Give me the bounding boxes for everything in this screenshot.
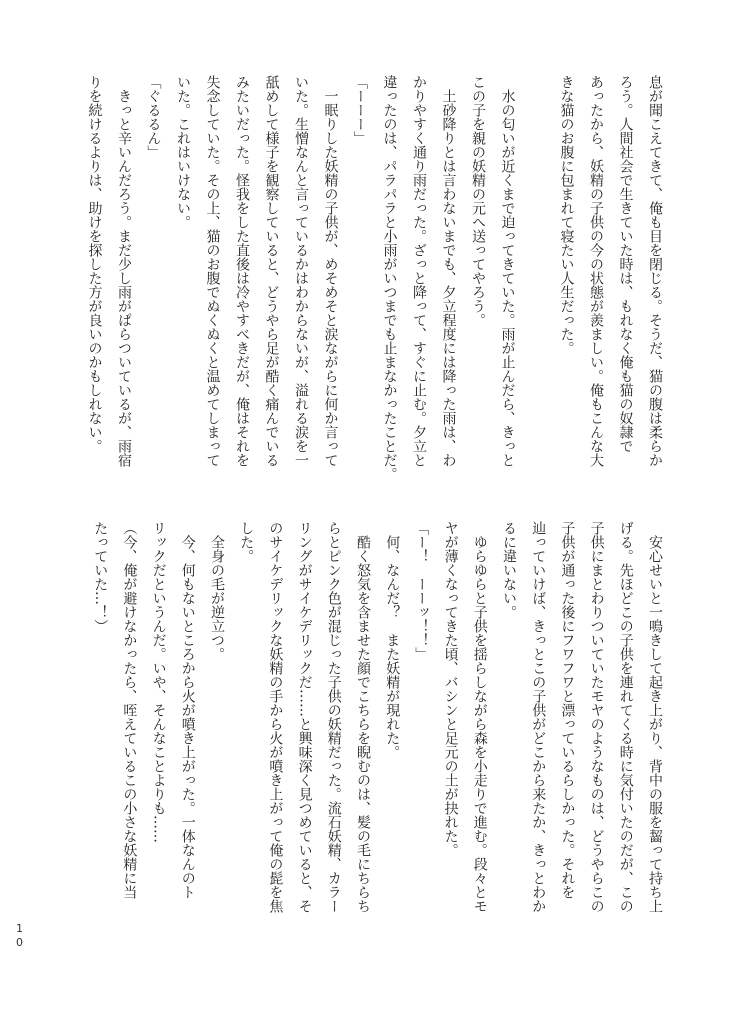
text-line: 安心せいと一鳴きして起き上がり、背中の服を齧って持ち上 [647, 521, 663, 913]
text-line: 土砂降りとは言わないまでも、夕立程度には降った雨は、わ [440, 75, 457, 467]
text-line: かりやすく通り雨だった。ざっと降って、すぐに止む。夕立と [411, 75, 427, 467]
text-line: 舐めして様子を観察していると、どうやら足が酷く痛んでいる [263, 75, 280, 467]
text-line: りを続けるよりは、助けを探した方が良いのかもしれない。 [86, 75, 103, 453]
text-line: 何、なんだ？ また妖精が現れた。 [384, 521, 401, 759]
text-line: 水の匂いが近くまで迫ってきていた。雨が止んだら、きっと [499, 75, 516, 467]
text-line: たっていた…！） [92, 521, 109, 633]
text-line: この子を親の妖精の元へ送ってやろう。 [470, 75, 486, 327]
text-line: リックだというんだ。いや、そんなことよりも…… [150, 521, 167, 843]
text-line: 子供にまとわりついていたモヤのようなものは、どうやらこの [588, 521, 605, 913]
text-line: らとピンク色が混じった子供の妖精だった。流石妖精、カラー [325, 521, 342, 913]
text-line: のサイケデリックな妖精の手から火が噴き上がって俺の髭を焦 [267, 521, 284, 913]
text-line: 「ーーー」 [352, 75, 368, 145]
text-line: 全身の毛が逆立つ。 [209, 521, 225, 661]
text-line: 「ぐるるん」 [145, 75, 162, 159]
text-line: あったから、妖精の子供の今の状態が羨ましい。俺もこんな大 [588, 75, 604, 467]
text-line: ヤが薄くなってきた頃、バシンと足元の土が抉れた。 [442, 521, 459, 857]
text-line: 酷く怒気を含ませた顔でこちらを睨むのは、髪の毛にちらち [355, 521, 371, 913]
text-line: るに違いない。 [501, 521, 517, 619]
text-line: きな猫のお腹に包まれて寝たい人生だった。 [558, 75, 575, 355]
text-line: 息が聞こえてきて、俺も目を閉じる。そうだ、猫の腹は柔らか [647, 75, 663, 467]
text-line: 失念していた。その上、猫のお腹でぬくぬくと温めてしまって [204, 75, 221, 467]
text-line: ゆらゆらと子供を揺らしながら森を小走りで進む。段々とモ [471, 521, 488, 913]
text-line: いた。生憎なんと言っているかはわからないが、溢れる涙を一 [293, 75, 309, 467]
text-line: いた。これはいけない。 [175, 75, 191, 229]
text-line: 辿っていけば、きっとこの子供がどこから来たか、きっとわか [530, 521, 547, 913]
text-line: きっと辛いんだろう。まだ少し雨がぱらついているが、雨宿 [116, 75, 132, 467]
text-line: 一眠りした妖精の子供が、めそめそと涙ながらに何か言って [322, 75, 339, 467]
text-line: ろう。人間社会で生きていた時は、もれなく俺も猫の奴隷で [617, 75, 634, 453]
text-line: げる。先ほどこの子供を連れてくる時に気付いたのだが、この [617, 521, 634, 913]
text-line: リングがサイケデリックだ……と興味深く見つめていると、そ [296, 521, 313, 913]
page-number: 10 [13, 922, 26, 950]
text-line: 違ったのは、パラパラと小雨がいつまでも止まなかったことだ。 [381, 75, 398, 481]
text-line: 子供が通った後にフワフワと漂っているらしかった。それを [559, 521, 576, 899]
text-line: した。 [238, 521, 255, 563]
text-line: （今、俺が避けなかったら、咥えているこの小さな妖精に当 [121, 521, 138, 899]
text-line: みたいだった。怪我をした直後は冷やすべきだが、俺はそれを [234, 75, 250, 467]
text-line: 「ー！ ーーッ！！」 [413, 521, 430, 661]
text-line: 今、何もないところから火が噴き上がった。一体なんのト [179, 521, 196, 899]
